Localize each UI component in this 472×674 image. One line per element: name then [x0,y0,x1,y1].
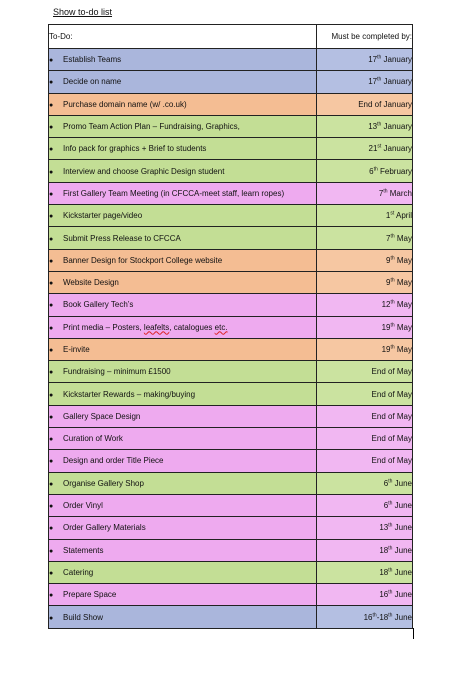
deadline-cell[interactable] [317,182,413,204]
deadline-cell[interactable] [317,71,413,93]
deadline-cell[interactable] [317,405,413,427]
deadline-cell[interactable] [317,450,413,472]
task-label: Banner Design for Stockport College website [63,255,223,265]
deadline-cell[interactable] [317,49,413,71]
deadline-month: June [392,523,412,533]
deadline-value: 1 [385,211,391,221]
deadline-cell[interactable] [317,160,413,182]
deadline-cell[interactable] [317,338,413,360]
bullet-icon: ● [49,101,54,109]
deadline-value: End of May [371,411,412,421]
task-label: Order Vinyl [63,501,103,511]
task-cell[interactable] [49,494,317,516]
table-row [49,227,413,249]
todo-table [48,24,413,629]
deadline-month: May [394,255,412,265]
bullet-icon: ● [49,347,54,354]
task-label: Organise Gallery Shop [63,478,144,488]
task-label: Promo Team Action Plan – Fundraising, Graphics, [63,122,240,132]
bullet-icon: ● [49,569,54,577]
text-cursor [413,628,414,639]
bullet-icon: ● [49,190,54,198]
deadline-value: 7 [386,233,391,243]
bullet-icon: ● [49,547,54,555]
task-cell[interactable] [49,115,317,137]
deadline-cell[interactable] [317,271,413,293]
deadline-cell[interactable] [317,561,413,583]
task-label: Prepare Space [63,590,117,600]
bullet-icon: ● [49,592,54,600]
bullet-icon: ● [49,525,54,533]
table-row [49,428,413,450]
deadline-value: End of May [371,367,412,377]
table-row [49,49,413,71]
deadline-cell[interactable] [317,115,413,137]
deadline-value: End of January [358,99,412,109]
deadline-suffix: th [377,54,382,61]
deadline-cell[interactable] [317,361,413,383]
table-row [49,182,413,204]
deadline-month: May [394,345,412,354]
task-label: Curation of Work [63,434,123,444]
deadline-suffix: th [390,299,395,306]
task-label: Fundraising – minimum £1500 [63,367,171,377]
deadline-value: End of May [371,389,412,399]
deadline-value: 6 [383,478,389,488]
deadline-suffix: th [377,76,382,83]
task-label: Book Gallery Tech’s [63,300,134,310]
deadline-value: 18 [379,545,389,555]
deadline-suffix: th [373,165,378,172]
task-cell[interactable] [49,561,317,583]
task-cell[interactable] [49,539,317,561]
todo-rows [49,49,413,629]
deadline-month: April [394,211,412,221]
deadline-month: June [392,545,412,555]
table-row [49,606,413,628]
deadline-value: 6 [383,501,389,511]
task-label: Kickstarter page/video [63,211,143,221]
deadline-cell[interactable] [317,472,413,494]
task-cell[interactable] [49,405,317,427]
table-row [49,115,413,137]
deadline-value: 16 [379,590,389,600]
deadline-month: June [392,501,412,511]
deadline-month-end: June [392,612,412,622]
task-cell[interactable] [49,517,317,539]
table-row [49,249,413,271]
task-cell[interactable] [49,49,317,71]
task-cell[interactable] [49,606,317,628]
deadline-value: 17 [368,77,378,87]
table-row [49,361,413,383]
deadline-cell[interactable] [317,205,413,227]
deadline-value: 18 [379,567,389,577]
table-row [49,383,413,405]
deadline-suffix: th [388,589,393,596]
deadline-month: March [387,188,412,198]
deadline-value: 12 [381,300,391,310]
deadline-cell[interactable] [317,428,413,450]
task-cell[interactable] [49,361,317,383]
bullet-icon: ● [49,146,54,154]
task-cell[interactable] [49,271,317,293]
deadline-month: -18 [376,612,389,622]
deadline-value: 21 [368,144,378,154]
task-cell[interactable] [49,227,317,249]
task-cell[interactable] [49,383,317,405]
deadline-month: May [394,233,412,243]
deadline-cell[interactable] [317,494,413,516]
bullet-icon: ● [49,391,54,399]
table-row [49,517,413,539]
deadline-cell[interactable] [317,93,413,115]
deadline-cell[interactable] [317,584,413,606]
deadline-cell[interactable] [317,383,413,405]
deadline-month: May [394,300,412,310]
bullet-icon: ● [49,79,54,87]
deadline-suffix: st [377,143,382,150]
bullet-icon: ● [49,213,54,221]
deadline-suffix: th [383,188,388,195]
table-row [49,584,413,606]
task-label: Print media – Posters, leafelts, catalogues etc. [63,322,228,332]
table-row [49,316,413,338]
task-cell[interactable] [49,249,317,271]
bullet-icon: ● [49,436,54,444]
table-row [49,138,413,160]
deadline-value: End of May [371,456,412,466]
task-label: First Gallery Team Meeting (in CFCCA-meet staff, learn ropes) [63,188,285,198]
deadline-month: January [381,122,412,132]
deadline-value: 13 [368,122,378,132]
deadline-suffix: th [390,322,395,329]
deadline-value: 19 [381,345,391,354]
table-row [49,450,413,472]
bullet-icon: ● [49,458,54,466]
task-label: Website Design [63,278,119,288]
deadline-value: 19 [381,322,391,332]
deadline-month: February [377,166,412,176]
deadline-suffix: th [388,545,393,552]
task-cell[interactable] [49,93,317,115]
task-cell[interactable] [49,182,317,204]
task-cell[interactable] [49,450,317,472]
table-row [49,71,413,93]
deadline-suffix: th [388,478,393,485]
deadline-suffix: th [377,121,382,128]
table-row [49,93,413,115]
bullet-icon: ● [49,168,54,176]
bullet-icon: ● [49,280,54,288]
table-row [49,271,413,293]
task-cell[interactable] [49,338,317,360]
table-row [49,160,413,182]
task-label: Interview and choose Graphic Design student [63,166,225,176]
deadline-value: 9 [386,255,391,265]
task-label: Establish Teams [63,55,122,65]
deadline-cell[interactable] [317,138,413,160]
task-label: Design and order Title Piece [63,456,164,466]
deadline-month: June [392,478,412,488]
page-title: Show to-do list [53,7,113,17]
task-cell[interactable] [49,584,317,606]
task-label: Kickstarter Rewards – making/buying [63,389,196,399]
table-row [49,539,413,561]
table-row [49,294,413,316]
task-cell[interactable] [49,205,317,227]
task-cell[interactable] [49,138,317,160]
deadline-value: 16 [363,612,373,622]
bullet-icon: ● [49,257,54,265]
bullet-icon: ● [49,413,54,421]
deadline-suffix: th [390,344,395,351]
deadline-suffix: th [390,255,395,262]
deadline-month: January [381,144,412,154]
deadline-suffix: th [390,232,395,239]
task-label: Statements [63,545,104,555]
deadline-cell[interactable] [317,249,413,271]
bullet-icon: ● [49,614,54,622]
table-row [49,472,413,494]
deadline-cell[interactable] [317,316,413,338]
deadline-month: January [381,55,412,65]
deadline-suffix: th [388,500,393,507]
bullet-icon: ● [49,235,54,243]
task-label: Decide on name [63,77,122,87]
bullet-icon: ● [49,369,54,377]
deadline-value: 9 [386,278,391,288]
deadline-value: 17 [368,55,378,65]
task-label: Info pack for graphics + Brief to students [63,144,207,154]
task-cell[interactable] [49,71,317,93]
bullet-icon: ● [49,302,54,310]
column-header-task: To-Do: [49,25,317,49]
deadline-cell[interactable] [317,539,413,561]
bullet-icon: ● [49,503,54,511]
deadline-cell[interactable] [317,294,413,316]
deadline-suffix: th [388,567,393,574]
table-row [49,561,413,583]
task-label: Order Gallery Materials [63,523,146,533]
deadline-cell[interactable] [317,227,413,249]
deadline-month: June [392,590,412,600]
task-cell[interactable] [49,428,317,450]
bullet-icon: ● [49,124,54,132]
deadline-suffix: th [388,522,393,529]
deadline-cell[interactable] [317,606,413,628]
task-label: E-invite [63,345,90,354]
task-cell[interactable] [49,294,317,316]
bullet-icon: ● [49,480,54,488]
task-cell[interactable] [49,316,317,338]
bullet-icon: ● [49,57,54,65]
task-cell[interactable] [49,160,317,182]
deadline-month: January [381,77,412,87]
deadline-value: 6 [369,166,374,176]
table-row [49,205,413,227]
deadline-value: 7 [378,188,384,198]
deadline-value: End of May [371,434,412,444]
task-label: Submit Press Release to CFCCA [63,233,181,243]
deadline-month: May [394,278,412,288]
table-row [49,405,413,427]
bullet-icon: ● [49,324,54,332]
table-row [49,494,413,516]
deadline-suffix: th [372,611,377,618]
table-row [49,338,413,360]
task-label: Catering [63,567,94,577]
task-cell[interactable] [49,472,317,494]
deadline-value: 13 [379,523,389,533]
deadline-suffix: th [390,277,395,284]
table-header-row [49,25,413,49]
deadline-suffix-end: th [388,611,393,618]
deadline-month: June [392,567,412,577]
deadline-month: May [394,322,412,332]
column-header-deadline: Must be completed by: [317,25,413,49]
deadline-suffix: st [390,210,395,217]
deadline-cell[interactable] [317,517,413,539]
task-label: Purchase domain name (w/ .co.uk) [63,99,187,109]
task-label: Gallery Space Design [63,411,141,421]
task-label: Build Show [63,612,104,622]
